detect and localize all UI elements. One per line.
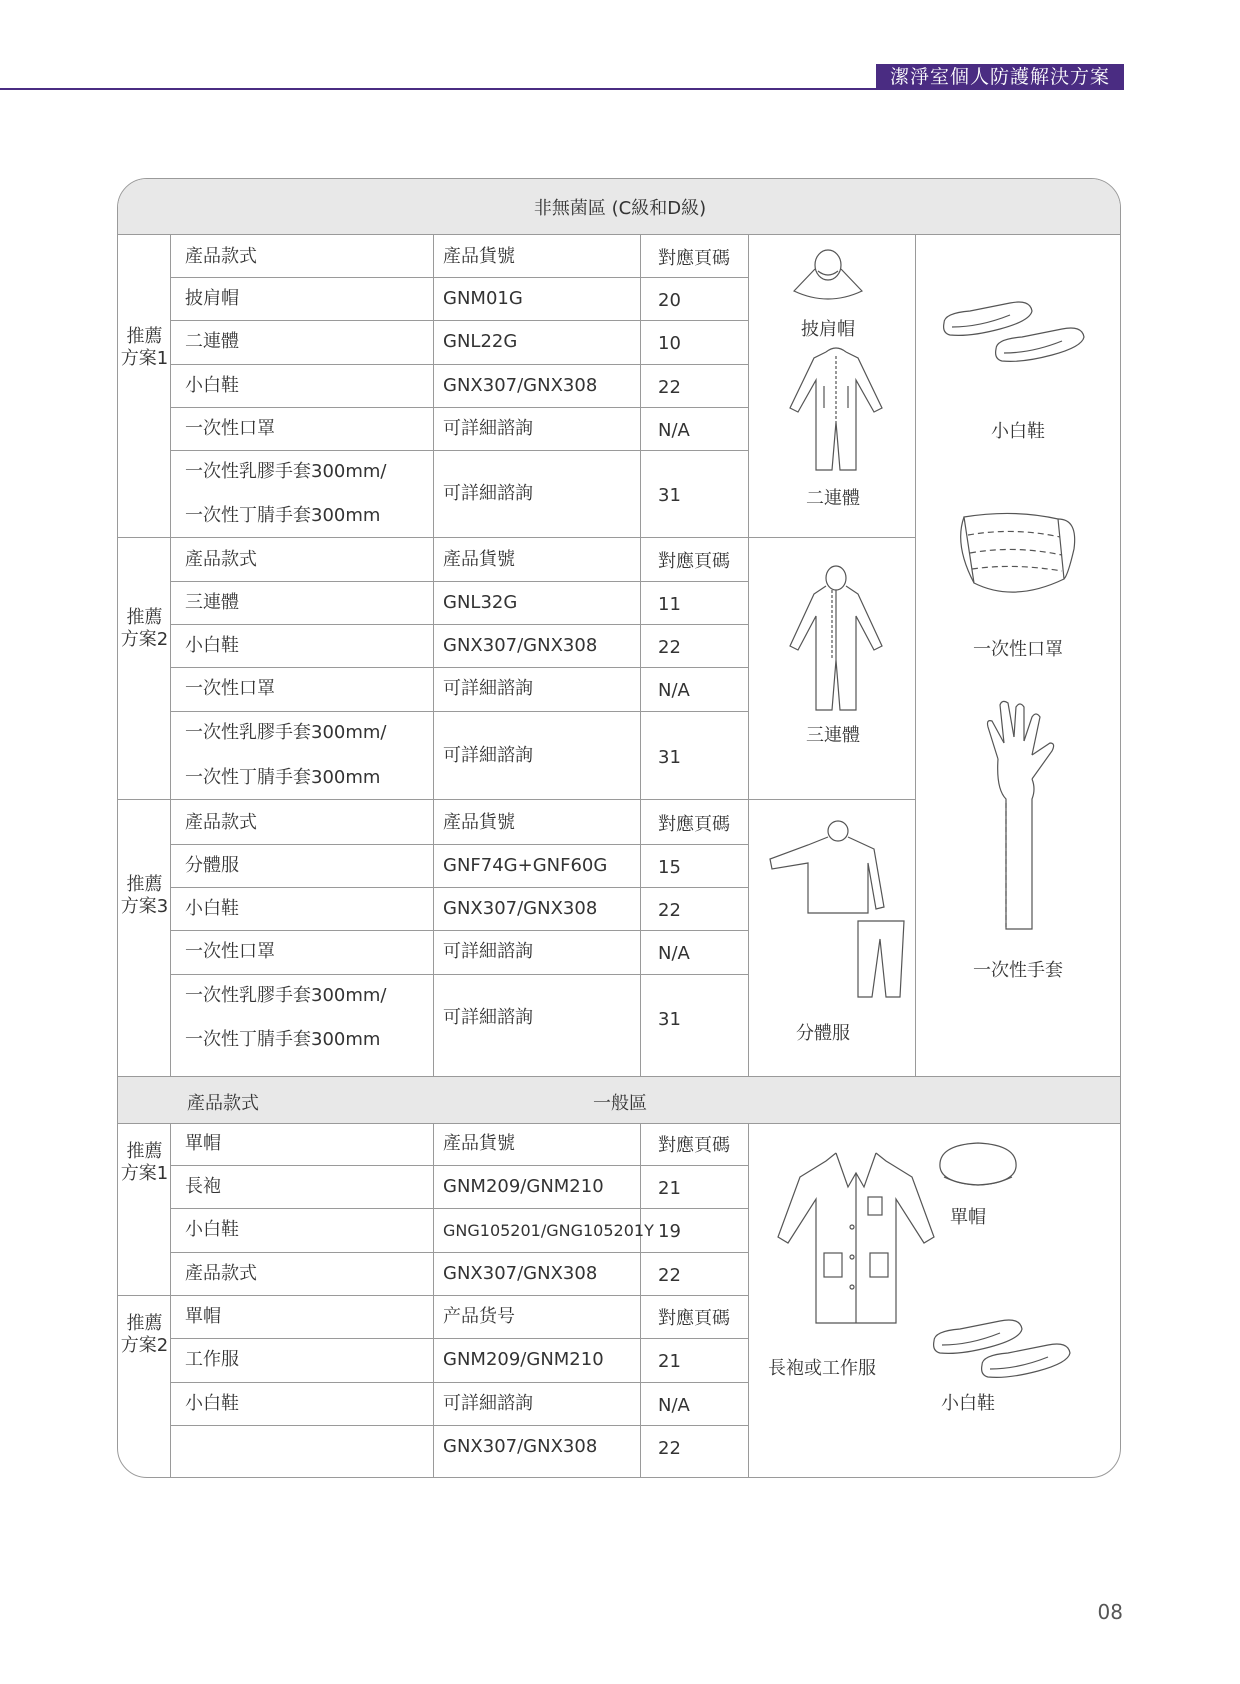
item-name: 三連體 bbox=[185, 592, 239, 613]
cap-icon bbox=[934, 1137, 1022, 1193]
item-code: 可詳細諮詢 bbox=[443, 941, 533, 962]
plan3-label: 推薦方案3 bbox=[120, 874, 169, 917]
item-name: 小白鞋 bbox=[185, 1219, 239, 1240]
section-header-non-sterile bbox=[118, 179, 1121, 235]
item-name: 工作服 bbox=[185, 1349, 239, 1370]
item-name: 分體服 bbox=[185, 855, 239, 876]
item-page: 21 bbox=[658, 1351, 681, 1372]
item-code: GNL22G bbox=[443, 331, 518, 352]
item-code: 可詳細諮詢 bbox=[443, 1007, 533, 1028]
caption-shoes: 小白鞋 bbox=[991, 421, 1045, 442]
item-page: 21 bbox=[658, 1178, 681, 1199]
header-page: 對應頁碼 bbox=[658, 814, 730, 835]
item-page: 22 bbox=[658, 637, 681, 658]
gplan1-label: 推薦方案1 bbox=[120, 1141, 169, 1184]
item-code: GNX307/GNX308 bbox=[443, 1263, 598, 1284]
item-page: N/A bbox=[658, 680, 690, 701]
item-name: 一次性口罩 bbox=[185, 678, 275, 699]
glove-name-line1: 一次性乳膠手套300mm/ bbox=[185, 985, 387, 1006]
header-tag: 潔淨室個人防護解決方案 bbox=[876, 64, 1124, 90]
product-table bbox=[117, 178, 1121, 1478]
item-name: 一次性口罩 bbox=[185, 941, 275, 962]
hooded-coverall-icon bbox=[786, 564, 886, 714]
shoes-icon bbox=[930, 1311, 1090, 1391]
mask-icon bbox=[954, 505, 1082, 605]
item-name: 一次性口罩 bbox=[185, 418, 275, 439]
item-code: GNM01G bbox=[443, 288, 523, 309]
item-code: 可詳細諮詢 bbox=[443, 678, 533, 699]
divider bbox=[640, 234, 641, 1076]
gown-icon bbox=[776, 1147, 936, 1327]
caption-cape-hood: 披肩帽 bbox=[801, 319, 855, 340]
item-code: 可詳細諮詢 bbox=[443, 745, 533, 766]
plan2-label: 推薦方案2 bbox=[120, 607, 169, 650]
header-style: 產品款式 bbox=[185, 549, 257, 570]
item-code: 可詳細諮詢 bbox=[443, 1393, 533, 1414]
shoes-icon bbox=[940, 293, 1100, 377]
item-page: 22 bbox=[658, 1265, 681, 1286]
item-code: GNX307/GNX308 bbox=[443, 1436, 598, 1457]
item-code: GNX307/GNX308 bbox=[443, 898, 598, 919]
item-page: 31 bbox=[658, 747, 681, 768]
item-page: 22 bbox=[658, 377, 681, 398]
section-title: 非無菌區 (C級和D級) bbox=[533, 198, 707, 219]
plan1-label: 推薦方案1 bbox=[120, 326, 169, 369]
item-page: 31 bbox=[658, 1009, 681, 1030]
item-page: 對應頁碼 bbox=[658, 1308, 730, 1329]
header-code: 產品貨號 bbox=[443, 812, 515, 833]
item-page: N/A bbox=[658, 1395, 690, 1416]
glove-name-line2: 一次性丁腈手套300mm bbox=[185, 1029, 381, 1050]
section-title: 一般區 bbox=[593, 1093, 647, 1114]
item-code: 可詳細諮詢 bbox=[443, 483, 533, 504]
item-code: 可詳細諮詢 bbox=[443, 418, 533, 439]
item-page: 15 bbox=[658, 857, 681, 878]
caption-gown: 長袍或工作服 bbox=[768, 1358, 876, 1379]
section2-left: 產品款式 bbox=[187, 1093, 259, 1114]
divider bbox=[748, 1122, 749, 1478]
item-code: 產品貨號 bbox=[443, 1133, 515, 1154]
item-page: 對應頁碼 bbox=[658, 1135, 730, 1156]
caption-two-piece: 二連體 bbox=[806, 488, 860, 509]
page-number: 08 bbox=[1097, 1600, 1123, 1624]
caption-cap: 單帽 bbox=[950, 1207, 986, 1228]
item-name: 小白鞋 bbox=[185, 898, 239, 919]
caption-three-piece: 三連體 bbox=[806, 725, 860, 746]
header-style: 產品款式 bbox=[185, 812, 257, 833]
item-page: 20 bbox=[658, 290, 681, 311]
item-page: N/A bbox=[658, 943, 690, 964]
item-name: 小白鞋 bbox=[185, 635, 239, 656]
cape-hood-icon bbox=[790, 247, 866, 303]
caption-split-suit: 分體服 bbox=[796, 1023, 850, 1044]
divider bbox=[915, 234, 916, 1076]
caption-shoes: 小白鞋 bbox=[941, 1393, 995, 1414]
item-name: 單帽 bbox=[185, 1133, 221, 1154]
item-name: 披肩帽 bbox=[185, 288, 239, 309]
item-code: GNG105201/GNG105201Y bbox=[443, 1221, 654, 1240]
item-code: GNM209/GNM210 bbox=[443, 1349, 604, 1370]
glove-name-line2: 一次性丁腈手套300mm bbox=[185, 505, 381, 526]
coverall-icon bbox=[786, 344, 886, 476]
glove-icon bbox=[980, 699, 1060, 935]
item-page: 31 bbox=[658, 485, 681, 506]
item-code: GNL32G bbox=[443, 592, 518, 613]
section-header-general bbox=[118, 1076, 1121, 1124]
item-page: 22 bbox=[658, 1438, 681, 1459]
header-page: 對應頁碼 bbox=[658, 551, 730, 572]
item-name: 二連體 bbox=[185, 331, 239, 352]
item-page: 22 bbox=[658, 900, 681, 921]
gplan2-label: 推薦方案2 bbox=[120, 1313, 169, 1356]
glove-name-line1: 一次性乳膠手套300mm/ bbox=[185, 722, 387, 743]
header-style: 產品款式 bbox=[185, 246, 257, 267]
glove-name-line2: 一次性丁腈手套300mm bbox=[185, 767, 381, 788]
split-suit-icon bbox=[768, 819, 908, 999]
item-page: N/A bbox=[658, 420, 690, 441]
header-page: 對應頁碼 bbox=[658, 248, 730, 269]
item-code: 产品货号 bbox=[443, 1306, 515, 1327]
caption-gloves: 一次性手套 bbox=[973, 960, 1063, 981]
item-name: 小白鞋 bbox=[185, 1393, 239, 1414]
item-page: 11 bbox=[658, 594, 681, 615]
header-code: 產品貨號 bbox=[443, 549, 515, 570]
item-page: 10 bbox=[658, 333, 681, 354]
item-name: 長袍 bbox=[185, 1176, 221, 1197]
item-code: GNF74G+GNF60G bbox=[443, 855, 608, 876]
item-page: 19 bbox=[658, 1221, 681, 1242]
item-code: GNM209/GNM210 bbox=[443, 1176, 604, 1197]
item-name: 產品款式 bbox=[185, 1263, 257, 1284]
item-name: 小白鞋 bbox=[185, 375, 239, 396]
header-code: 產品貨號 bbox=[443, 246, 515, 267]
caption-mask: 一次性口罩 bbox=[973, 639, 1063, 660]
item-code: GNX307/GNX308 bbox=[443, 375, 598, 396]
divider bbox=[748, 234, 749, 1076]
item-name: 單帽 bbox=[185, 1306, 221, 1327]
divider bbox=[433, 234, 434, 1076]
glove-name-line1: 一次性乳膠手套300mm/ bbox=[185, 461, 387, 482]
item-code: GNX307/GNX308 bbox=[443, 635, 598, 656]
